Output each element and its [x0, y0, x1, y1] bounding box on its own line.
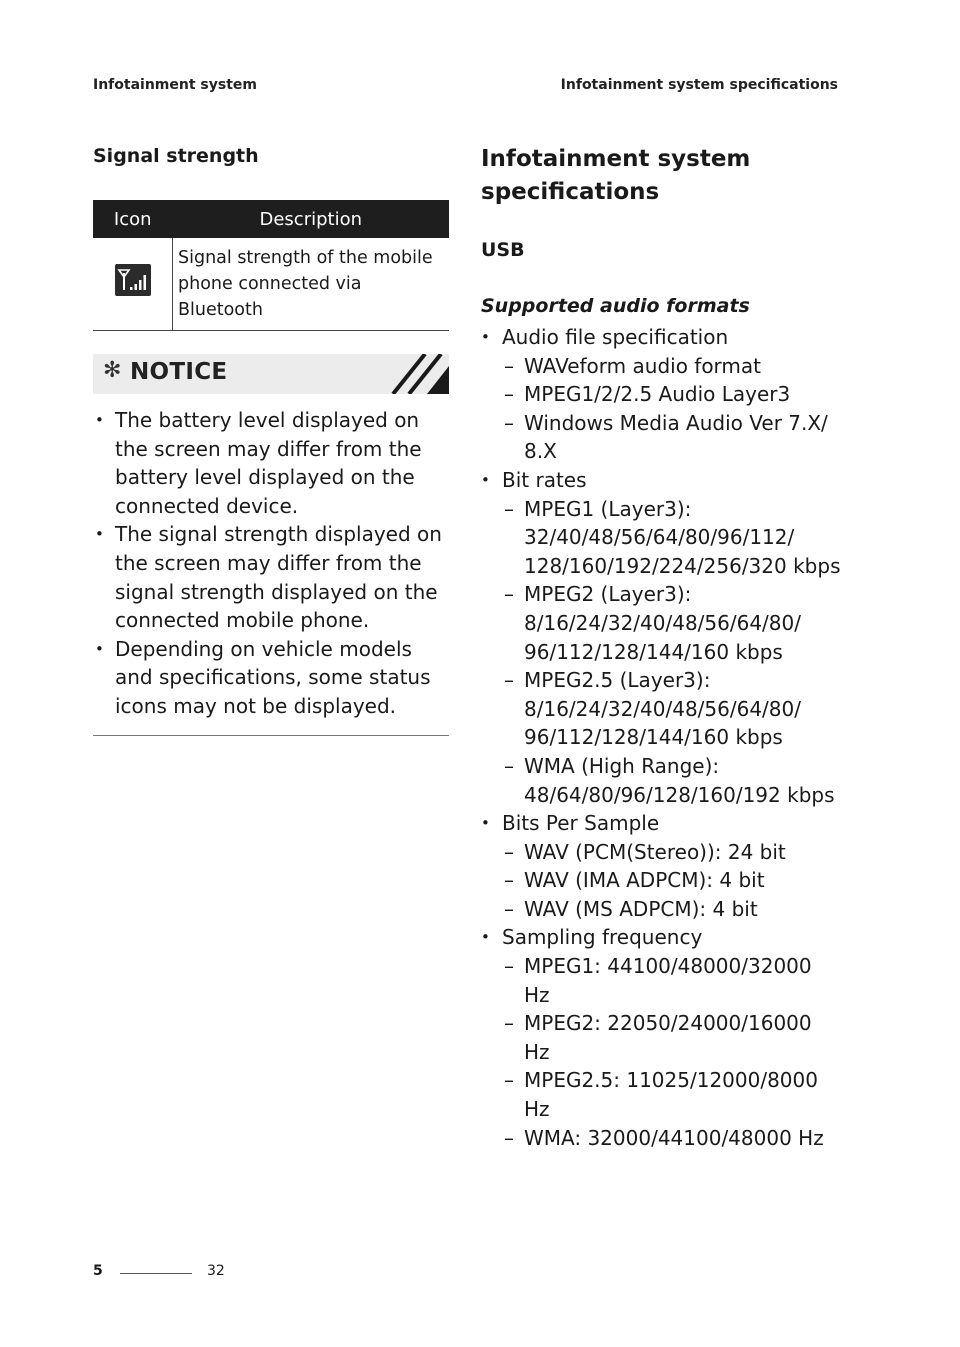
- icon-table: [93, 200, 449, 331]
- icon-cell: [93, 238, 173, 331]
- running-header-left: Infotainment system: [93, 77, 257, 93]
- spec-subitem: – MPEG1: 44100/48000/32000 Hz: [502, 952, 841, 1009]
- notice-end-rule: [93, 735, 449, 736]
- supported-formats-heading: Supported audio formats: [481, 295, 750, 317]
- spec-subitem: – Windows Media Audio Ver 7.X/ 8.X: [502, 409, 841, 466]
- notice-item: • The signal strength displayed on the screen may differ from the signal strength displayed on the connected mobile phone.: [93, 520, 449, 634]
- running-header-right: Infotainment system specifications: [560, 77, 838, 93]
- specifications-heading: Infotainment system specifications: [481, 146, 751, 205]
- spec-item: [481, 923, 841, 1152]
- notice-item: • The battery level displayed on the screen may differ from the battery level displayed on the connected device.: [93, 406, 449, 520]
- page-number: 32: [207, 1263, 225, 1279]
- notice-list: [93, 406, 449, 721]
- table-row: [93, 238, 449, 331]
- spec-subitem: – WAV (IMA ADPCM): 4 bit: [502, 866, 841, 895]
- notice-asterisk-icon: ✻: [103, 358, 122, 383]
- spec-subitem: – WMA (High Range): 48/64/80/96/128/160/192 kbps: [502, 752, 841, 809]
- chapter-number: 5: [93, 1263, 103, 1279]
- usb-heading: USB: [481, 239, 525, 261]
- table-header-icon: Icon: [93, 200, 173, 238]
- spec-subitem: – MPEG2 (Layer3): 8/16/24/32/40/48/56/64/80/ 96/112/128/144/160 kbps: [502, 580, 841, 666]
- spec-item-label: Sampling frequency: [502, 925, 703, 950]
- icon-description: Signal strength of the mobile phone connected via Bluetooth: [173, 238, 450, 331]
- spec-subitem: – WAV (PCM(Stereo)): 24 bit: [502, 838, 841, 867]
- signal-strength-icon: [115, 264, 151, 296]
- right-column: [481, 143, 841, 1152]
- spec-subitem: – MPEG1 (Layer3): 32/40/48/56/64/80/96/112/ 128/160/192/224/256/320 kbps: [502, 495, 841, 581]
- notice-item: • Depending on vehicle models and specifications, some status icons may not be displayed.: [93, 635, 449, 721]
- notice-title: NOTICE: [130, 359, 228, 385]
- spec-subitem: – WAV (MS ADPCM): 4 bit: [502, 895, 841, 924]
- spec-subitem: – MPEG2: 22050/24000/16000 Hz: [502, 1009, 841, 1066]
- spec-subitem: – WMA: 32000/44100/48000 Hz: [502, 1124, 841, 1153]
- spec-item-label: Audio file specification: [502, 325, 729, 349]
- footer-rule: [120, 1273, 192, 1274]
- spec-item: [481, 323, 841, 466]
- left-column: [93, 145, 449, 736]
- notice-banner: [93, 354, 449, 394]
- spec-subitem: – MPEG1/2/2.5 Audio Layer3: [502, 380, 841, 409]
- spec-subitem: – MPEG2.5: 11025/12000/8000 Hz: [502, 1066, 841, 1123]
- spec-item: [481, 809, 841, 923]
- signal-strength-heading: Signal strength: [93, 145, 259, 167]
- spec-item-label: Bit rates: [502, 467, 587, 492]
- spec-subitem: – WAVeform audio format: [502, 352, 841, 381]
- spec-item-label: Bits Per Sample: [502, 811, 660, 836]
- notice-slash-decoration: [387, 354, 449, 394]
- table-header-description: Description: [173, 200, 450, 238]
- spec-item: [481, 466, 841, 809]
- spec-subitem: – MPEG2.5 (Layer3): 8/16/24/32/40/48/56/64/80/ 96/112/128/144/160 kbps: [502, 666, 841, 752]
- spec-list: [481, 323, 841, 1152]
